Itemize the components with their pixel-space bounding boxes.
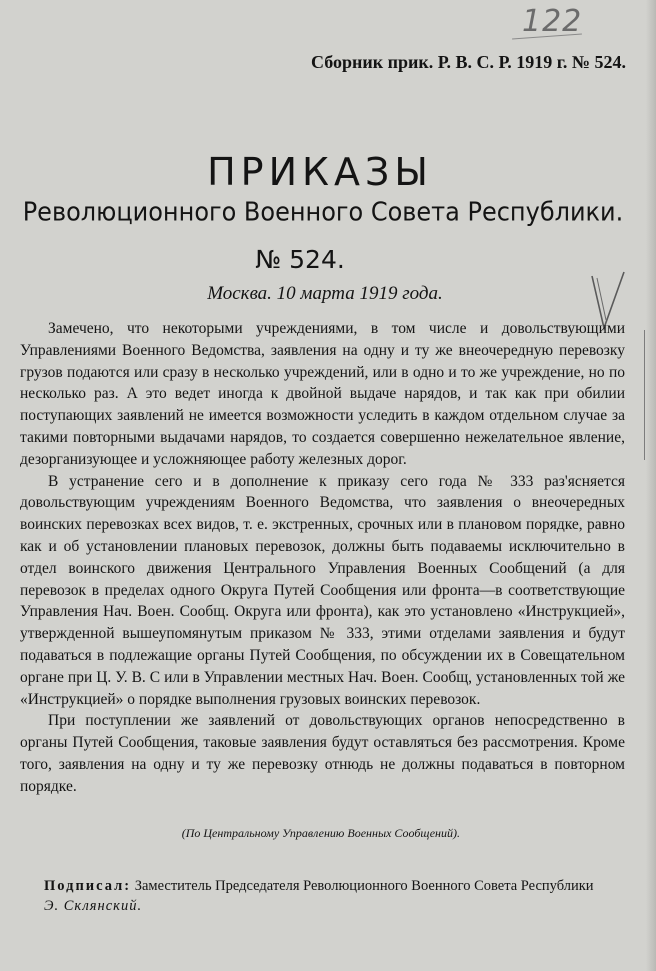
paragraph: В устранение сего и в дополнение к приказу сего года № 333 раз'ясняется довольствующим учреждениям Военного Ведомства, что заявления о внеочередных воинских перевозках всех видов, т. е. экстренных, срочных или в плановом порядке, равно как и об установлении плановых перевозок, должны быть подаваемы исключительно в отдел воинского движения Центрального Управления Военных Сообщений (а для перевозок в пределах одного Округа Путей Сообщения или фронта—в соответствующие Управления Нач. Воен. Сообщ. Округа или фронта), как это установлено «Инструкцией», утвержденной вышеупомянутым приказом № 333, этими отделами заявления и будут подаваться в подлежащие органы Путей Сообщения, по обсуждении их в Совещательном органе при Ц. У. В. С или в Управлении местных Нач. Воен. Сообщ, установленных той же «Инструкцией» о порядке выполнения грузовых воинских перевозок. bbox=[20, 472, 625, 708]
document-subtitle: Революционного Военного Совета Республики. bbox=[22, 196, 624, 228]
order-number: № 524. bbox=[255, 245, 345, 274]
archive-pencil-number: 122 bbox=[522, 4, 583, 39]
document-title: ПРИКАЗЫ bbox=[207, 150, 433, 194]
scan-edge-shadow bbox=[646, 0, 656, 971]
signature-block bbox=[44, 876, 634, 916]
collection-reference: Сборник прик. Р. В. С. Р. 1919 г. № 524. bbox=[311, 52, 626, 72]
signer-position: Заместитель Председателя Революционного Военного Совета Республики bbox=[134, 878, 594, 894]
signed-label: Подписал: bbox=[44, 878, 132, 894]
paragraph: Замечено, что некоторыми учреждениями, в том числе и довольствующими Управлениями Военного Ведомства, заявления на одну и ту же внеочередную перевозку грузов подаются или сразу в несколько учреждений, или в одно и то же учреждение, но по несколько раз. А это ведет иногда к двойной выдаче нарядов, и так как при обилии поступающих заявлений не имеется возможности уследить в каждом отдельном случае за такими повторными выдачами нарядов, то создается совершенно нежелательное явление, дезорганизующее и усложняющее работу железных дорог. bbox=[20, 320, 625, 468]
signer-name: Э. Склянский. bbox=[44, 898, 143, 914]
place-and-date: Москва. 10 марта 1919 года. bbox=[207, 283, 443, 304]
issuing-department-note: (По Центральному Управлению Военных Сообщений). bbox=[181, 826, 460, 840]
order-body bbox=[20, 318, 625, 798]
paragraph: При поступлении же заявлений от довольствующих органов непосредственно в органы Путей Сообщения, таковые заявления будут оставляться без рассмотрения. Кроме того, заявления на одну и ту же перевозку отнюдь не должны подаваться в повторном порядке. bbox=[20, 712, 625, 795]
pencil-margin-line bbox=[644, 330, 645, 460]
